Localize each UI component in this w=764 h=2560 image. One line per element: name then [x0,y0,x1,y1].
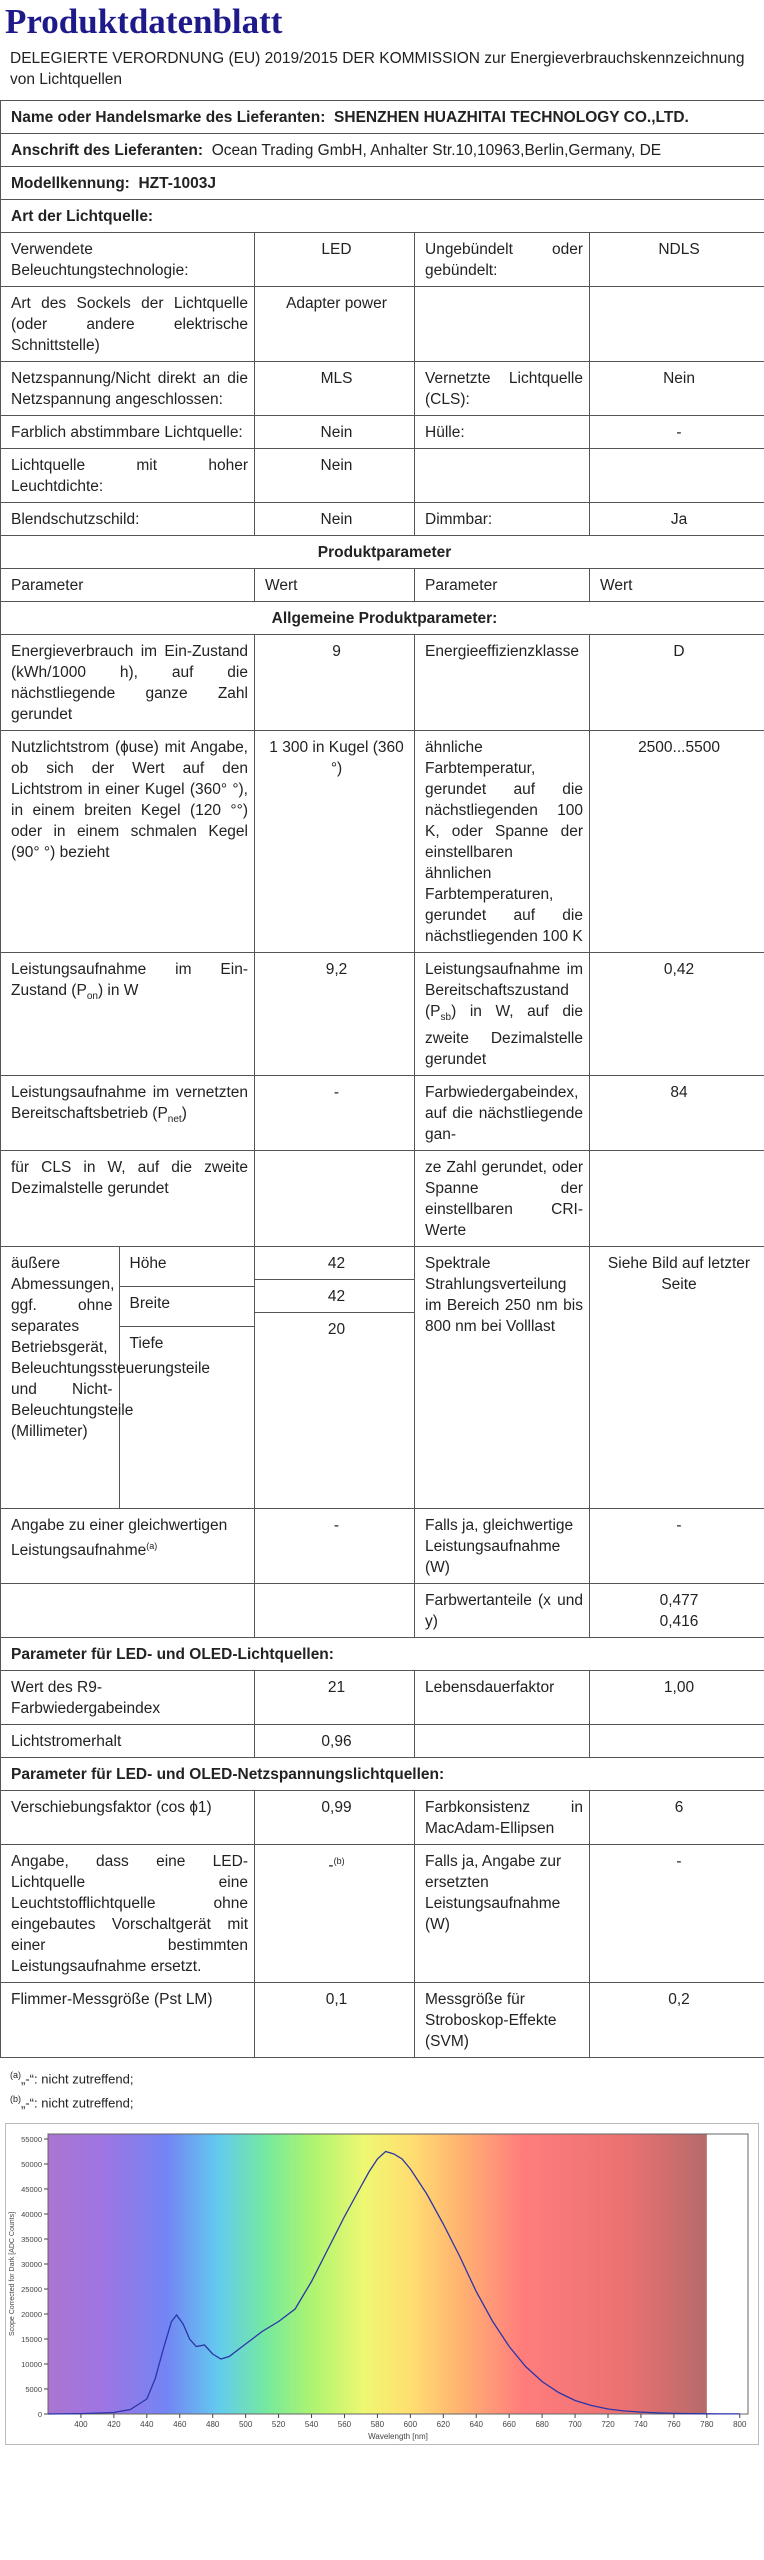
light-source-row [1,503,764,536]
supplier-name-value: SHENZHEN HUAZHITAI TECHNOLOGY CO.,LTD. [334,109,689,126]
model-label: Modellkennung: [11,175,130,192]
model-cell [1,167,764,200]
column-header-row [1,569,764,602]
product-data-table [0,100,764,2058]
x-tick-label: 460 [173,2419,187,2429]
displacement-factor-label: Verschiebungsfaktor (cos ɸ1) [1,1791,255,1845]
dimensions-row [1,1247,764,1509]
product-params-section-row [1,536,764,569]
stroboscopic-label: Messgröße für Stroboskop-Effekte (SVM) [415,1983,590,2058]
dimensions-value-row [255,1313,414,1495]
empty-cell [415,1725,590,1758]
column-header-parameter: Parameter [1,569,255,602]
equivalent-power-row [1,1509,764,1584]
standby-power-text-end: ) in W, auf die zweite Dezimalstelle gerundet [425,1003,583,1069]
empty-cell [590,1151,764,1247]
dimensions-label: äußere Abmessungen, ggf. ohne separates Betriebsgerät, Beleuchtungssteuerungsteile und Nicht-Beleuchtungsteile (Millimeter) [1,1247,119,1508]
standby-power-value: 0,42 [590,953,764,1076]
y-tick-label: 55000 [21,2134,42,2144]
dimensions-value-row [255,1247,414,1280]
networked-standby-text-end: ) [181,1105,187,1123]
spectrum-chart [5,2123,759,2445]
light-source-value: Ja [590,503,764,536]
flux-row [1,731,764,953]
x-tick-label: 640 [469,2419,483,2429]
energy-row [1,635,764,731]
color-temperature-label: ähnliche Farbtemperatur, gerundet auf die nächstliegenden 100 K, oder Spanne der einstellbaren ähnlichen Farbtemperaturen, gerundet auf die nächstliegenden 100 K [415,731,590,953]
equivalent-power-watts-value: - [590,1509,764,1584]
lumen-maintenance-row [1,1725,764,1758]
dimension-depth-value: 20 [327,1321,346,1339]
chromaticity-y: 0,416 [659,1613,699,1631]
light-source-value [590,287,764,362]
dimensions-subtable [1,1247,254,1508]
light-source-label: Ungebündelt oder gebündelt: [415,233,590,287]
footnote-a-text: „-“: nicht zutreffend; [21,2071,134,2087]
x-tick-label: 500 [238,2419,253,2429]
color-consistency-label: Farbkonsistenz in MacAdam-Ellipsen [415,1791,590,1845]
supplier-address-cell [1,134,764,167]
on-mode-power-value: 9,2 [255,953,415,1076]
networked-standby-subscript: net [167,1114,182,1126]
chromaticity-row [1,1584,764,1638]
light-source-label: Blendschutzschild: [1,503,255,536]
product-params-heading: Produktparameter [1,536,764,569]
y-tick-label: 25000 [21,2284,42,2294]
footnote-b-text: „-“: nicht zutreffend; [21,2095,134,2111]
light-source-label: Verwendete Beleuchtungstechnologie: [1,233,255,287]
mains-params-heading: Parameter für LED- und OLED-Netzspannungslichtquellen: [1,1758,764,1791]
x-tick-label: 540 [304,2419,319,2429]
dimension-width-value: 42 [255,1280,414,1313]
on-mode-power-text: Leistungsaufnahme im Ein-Zustand (P [11,961,248,999]
light-source-row [1,287,764,362]
r9-value: 21 [255,1671,415,1725]
light-source-label: Art des Sockels der Lichtquelle (oder andere elektrische Schnittstelle) [1,287,255,362]
general-params-section-row [1,602,764,635]
equivalent-power-text: Angabe zu einer gleichwertigen Leistungsaufnahme [11,1517,228,1560]
lifetime-factor-label: Lebensdauerfaktor [415,1671,590,1725]
light-source-row [1,449,764,503]
column-header-value: Wert [255,569,415,602]
power-row [1,953,764,1076]
equivalent-power-value: - [255,1509,415,1584]
y-tick-label: 20000 [21,2309,42,2319]
light-source-value: Nein [255,416,415,449]
supplier-name-cell [1,101,764,134]
replacement-claim-label: Angabe, dass eine LED-Lichtquelle eine Leuchtstofflichtquelle ohne eingebautes Vorschaltgerät mit einer bestimmten Leistungsaufnahme ersetzt. [1,1845,255,1983]
x-tick-label: 780 [700,2419,714,2429]
regulation-subtitle: DELEGIERTE VERORDNUNG (EU) 2019/2015 DER KOMMISSION zur Energieverbrauchskennzeichnung von Lichtquellen [10,50,745,88]
replacement-power-value: - [590,1845,764,1983]
spectrum-chart-svg [6,2124,758,2444]
displacement-factor-value: 0,99 [255,1791,415,1845]
light-source-section-row [1,200,764,233]
y-tick-label: 0 [37,2409,42,2419]
y-tick-label: 45000 [21,2184,42,2194]
flicker-label: Flimmer-Messgröße (Pst LM) [1,1983,255,2058]
luminous-flux-label: Nutzlichtstrom (ɸuse) mit Angabe, ob sich der Wert auf den Lichtstrom in einer Kugel (360° °), in einem breiten Kegel (120 °°) oder in einem schmalen Kegel (90° °) bezieht [1,731,255,953]
supplier-name-row [1,101,764,134]
x-tick-label: 620 [436,2419,450,2429]
standby-power-text: Leistungsaufnahme im Bereitschaftszustand (P [425,961,583,1020]
y-tick-label: 30000 [21,2259,42,2269]
x-tick-label: 440 [140,2419,154,2429]
light-source-label: Hülle: [415,416,590,449]
column-header-value: Wert [590,569,764,602]
light-source-row [1,233,764,287]
x-tick-label: 720 [601,2419,615,2429]
x-tick-label: 760 [667,2419,681,2429]
r9-row [1,1671,764,1725]
empty-cell [590,1725,764,1758]
x-tick-label: 420 [107,2419,121,2429]
x-tick-label: 600 [403,2419,418,2429]
led-params-heading: Parameter für LED- und OLED-Lichtquellen: [1,1638,764,1671]
supplier-name-label: Name oder Handelsmarke des Lieferanten: [11,109,326,126]
cri-value: 84 [590,1076,764,1151]
r9-label: Wert des R9-Farbwiedergabeindex [1,1671,255,1725]
displacement-row [1,1791,764,1845]
supplier-address-row [1,134,764,167]
light-source-value: Adapter power [255,287,415,362]
lifetime-factor-value: 1,00 [590,1671,764,1725]
footnote-b [10,2090,764,2112]
equivalent-power-watts-label: Falls ja, gleichwertige Leistungsaufnahme (W) [415,1509,590,1584]
networked-standby-text: Leistungsaufnahme im vernetzten Bereitschaftsbetrieb (P [11,1084,248,1123]
energy-consumption-label: Energieverbrauch im Ein-Zustand (kWh/1000 h), auf die nächstliegende ganze Zahl gerundet [1,635,255,731]
color-consistency-value: 6 [590,1791,764,1845]
y-tick-label: 10000 [21,2359,42,2369]
light-source-value: Nein [590,362,764,416]
flicker-value: 0,1 [255,1983,415,2058]
lumen-maintenance-label: Lichtstromerhalt [1,1725,255,1758]
x-axis-label: Wavelength [nm] [368,2431,428,2441]
light-source-row [1,362,764,416]
visible-spectrum-band [48,2134,707,2414]
light-source-value: LED [255,233,415,287]
light-source-section-heading: Art der Lichtquelle: [1,200,764,233]
y-tick-label: 50000 [21,2159,42,2169]
x-tick-label: 680 [535,2419,549,2429]
general-params-heading: Allgemeine Produktparameter: [1,602,764,635]
spectral-distribution-value: Siehe Bild auf letzter Seite [590,1247,764,1509]
footnote-a-mark: (a) [10,2070,21,2081]
mains-params-section-row [1,1758,764,1791]
dimension-height-value: 42 [255,1247,414,1280]
supplier-address-value: Ocean Trading GmbH, Anhalter Str.10,10963,Berlin,Germany, DE [211,142,662,159]
spectral-distribution-label: Spektrale Strahlungsverteilung im Bereich 250 nm bis 800 nm bei Volllast [415,1247,590,1509]
y-axis-label: Scope Corrected for Dark [ADC Counts] [9,2211,16,2336]
light-source-value: Nein [255,449,415,503]
light-source-label: Dimmbar: [415,503,590,536]
color-temperature-value: 2500...5500 [590,731,764,953]
lumen-maintenance-value: 0,96 [255,1725,415,1758]
dimensions-values-cell [255,1247,415,1509]
page-title: Produktdatenblatt [5,2,283,41]
replacement-power-label: Falls ja, Angabe zur ersetzten Leistungsaufnahme (W) [415,1845,590,1983]
light-source-label: Vernetzte Lichtquelle (CLS): [415,362,590,416]
y-tick-label: 5000 [25,2384,42,2394]
networked-standby-value: - [255,1076,415,1151]
x-tick-label: 560 [337,2419,352,2429]
x-tick-label: 580 [370,2419,385,2429]
x-tick-label: 480 [206,2419,220,2429]
dimensions-cell [1,1247,255,1509]
network-power-row [1,1076,764,1151]
luminous-flux-value: 1 300 in Kugel (360 °) [255,731,415,953]
y-tick-label: 15000 [21,2334,42,2344]
standby-power-label [415,953,590,1076]
supplier-address-label: Anschrift des Lieferanten: [11,142,204,159]
energy-consumption-value: 9 [255,635,415,731]
led-params-section-row [1,1638,764,1671]
footnote-b-mark: (b) [10,2094,21,2105]
energy-class-value: D [590,635,764,731]
replacement-claim-text: - [328,1857,334,1875]
footnote-b-marker: (b) [333,1856,345,1867]
light-source-value: MLS [255,362,415,416]
dimensions-values-subtable [255,1247,414,1494]
dimension-depth-label: Tiefe [119,1327,254,1509]
network-power-continued-row [1,1151,764,1247]
cri-label-part2: ze Zahl gerundet, oder Spanne der einstellbaren CRI-Werte [415,1151,590,1247]
dimensions-subrow [1,1247,254,1286]
empty-cell [255,1151,415,1247]
empty-cell [1,1584,255,1638]
x-tick-label: 400 [74,2419,88,2429]
chromaticity-value [590,1584,764,1638]
light-source-label: Farblich abstimmbare Lichtquelle: [1,416,255,449]
equivalent-power-label [1,1509,255,1584]
replacement-claim-value [255,1845,415,1983]
networked-standby-continued: für CLS in W, auf die zweite Dezimalstelle gerundet [1,1151,255,1247]
chromaticity-x: 0,477 [659,1592,699,1610]
dimension-width-label: Breite [119,1287,254,1327]
empty-cell [255,1584,415,1638]
x-tick-label: 660 [502,2419,516,2429]
flicker-row [1,1983,764,2058]
footnote-a [10,2066,764,2088]
light-source-value: Nein [255,503,415,536]
chromaticity-label: Farbwertanteile (x und y) [415,1584,590,1638]
x-tick-label: 800 [733,2419,747,2429]
light-source-value [590,449,764,503]
networked-standby-label [1,1076,255,1151]
light-source-value: NDLS [590,233,764,287]
on-mode-power-text-end: ) in W [97,982,139,999]
footnote-a-marker: (a) [146,1541,158,1552]
dimension-height-label: Höhe [119,1247,254,1286]
light-source-label [415,287,590,362]
on-mode-power-subscript: on [86,991,98,1003]
light-source-label: Lichtquelle mit hoher Leuchtdichte: [1,449,255,503]
x-tick-label: 520 [271,2419,286,2429]
light-source-label [415,449,590,503]
on-mode-power-label [1,953,255,1076]
cri-label-part1: Farbwiedergabeindex, auf die nächstliegende gan- [415,1076,590,1151]
light-source-label: Netzspannung/Nicht direkt an die Netzspannung angeschlossen: [1,362,255,416]
standby-power-subscript: sb [440,1012,452,1024]
light-source-value: - [590,416,764,449]
model-value: HZT-1003J [138,175,216,192]
energy-class-label: Energieeffizienzklasse [415,635,590,731]
x-tick-label: 700 [568,2419,582,2429]
column-header-parameter: Parameter [415,569,590,602]
dimensions-value-row [255,1280,414,1313]
y-tick-label: 40000 [21,2209,42,2219]
replacement-row [1,1845,764,1983]
y-tick-label: 35000 [21,2234,42,2244]
model-row [1,167,764,200]
x-tick-label: 740 [634,2419,648,2429]
light-source-row [1,416,764,449]
stroboscopic-value: 0,2 [590,1983,764,2058]
